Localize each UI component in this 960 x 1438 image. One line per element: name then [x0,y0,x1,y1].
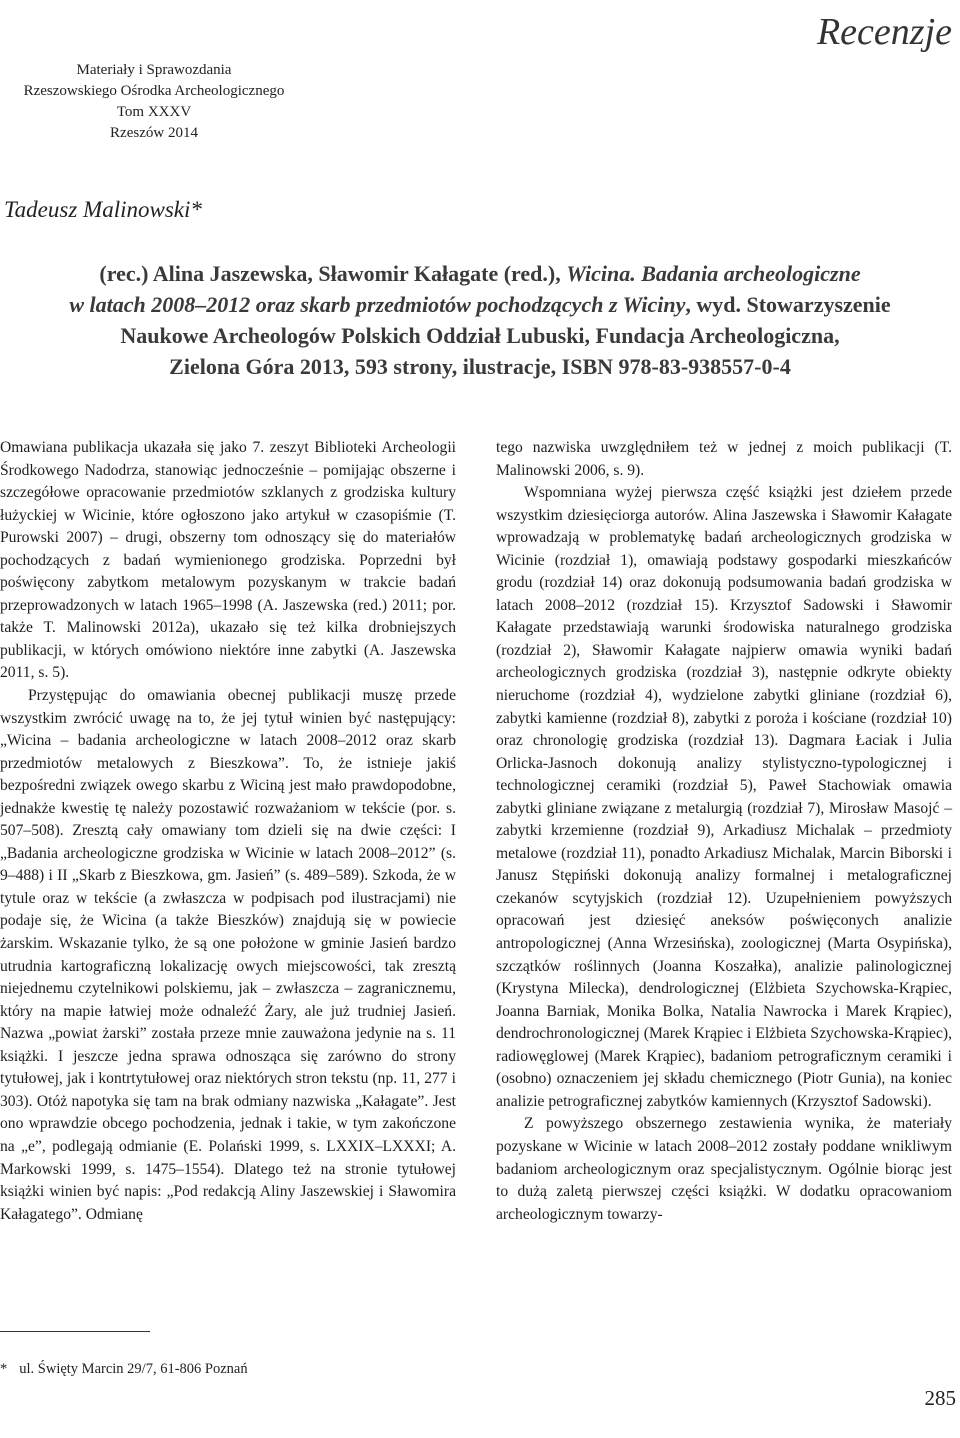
biblio-line-1 [0,258,960,289]
biblio-book-title-cont: w latach 2008–2012 oraz skarb przedmiotów pochodzących z Wiciny [69,292,686,317]
footnote-text: ul. Święty Marcin 29/7, 61-806 Poznań [19,1361,248,1377]
body-column-right [496,437,952,1226]
section-title: Recenzje [816,11,952,53]
footnote-rule [0,1331,150,1332]
journal-header [6,60,302,144]
biblio-line-4: Zielona Góra 2013, 593 strony, ilustracje, ISBN 978-83-938557-0-4 [169,354,791,379]
bibliographic-heading [0,258,960,382]
biblio-editors: (rec.) Alina Jaszewska, Sławomir Kałagate (red.), [99,261,567,286]
author-name: Tadeusz Malinowski* [4,197,202,222]
journal-line: Materiały i Sprawozdania [76,62,232,78]
biblio-publisher: , wyd. Stowarzyszenie [685,292,891,317]
footnote-mark: * [0,1361,8,1377]
paragraph: Omawiana publikacja ukazała się jako 7. zeszyt Biblioteki Archeologii Środkowego Nadodrza, stanowiąc jednocześnie – pomijając obszerne i szczegółowe opracowanie przedmiotów szklanych z grodziska kultury łużyckiej w Wicinie, które ogłoszono jako artykuł w czasopiśmie (T. Purowski 2007) – drugi, obszerny tom odnoszący się do materiałów pochodzących z badań wymienionego grodziska. Poprzedni był poświęcony zabytkom metalowym pozyskanym w trakcie badań przeprowadzonych w latach 1965–1998 (A. Jaszewska (red.) 2011; por. także T. Malinowski 2012a), ukazało się też kilka drobniejszych publikacji, w których omówiono niektóre inne zabytki (A. Jaszewska 2011, s. 5). [0,439,456,682]
body-column-left [0,437,456,1226]
paragraph: Przystępując do omawiania obecnej publikacji muszę przede wszystkim zwrócić uwagę na to, że jej tytuł winien być następujący: „Wicina – badania archeologiczne w latach 2008–2012 oraz skarb przedmiotów metalowych z Bieszkowa”. To, że istnieje jakiś bezpośredni związek owego skarbu z Wiciną jest mało prawdopodobne, jednakże kwestię tę należy pozostawić rozważaniom w tekście (por. s. 507–508). Zresztą cały omawiany tom dzieli się na dwie części: I „Badania archeologiczne grodziska w Wicinie w latach 2008–2012” (s. 9–488) i II „Skarb z Bieszkowa, gm. Jasień” (s. 489–589). Szkoda, że w tytule oraz w tekście (a zwłaszcza w podpisach pod ilustracjami) nie podaje się, że Wicina (a także Bieszków) znajdują się w powiecie żarskim. Wskazanie tylko, że są one położone w gminie Jasień bardzo utrudnia kartograficzną lokalizację owych miejscowości, tak zresztą niejednemu czytelnikowi polskiemu, jak – zwłaszcza – zagranicznemu, który na mapie łatwiej może odnaleźć Żary, ale już trudniej Jasień. Nazwa „powiat żarski” została przeze mnie zauważona jedynie na s. 11 książki. I jeszcze jedna sprawa odnosząca się zarówno do strony tytułowej, jak i kontrtytułowej oraz niektórych stron tekstu (np. 11, 277 i 303). Otóż napotyka się tam na brak odmiany nazwiska „Kałagate”. Jest ono wprawdzie obcego pochodzenia, jednak i takie, w tym zakończone na „e”, podlegają odmianie (E. Polański 1999, s. LXXIX–LXXXI; A. Markowski 1999, s. 1475–1554). Dlatego też na stronie tytułowej książki winien być napis: „Pod redakcją Aliny Jaszewskiej i Sławomira Kałagatego”. Odmianę [0,687,456,1223]
biblio-book-title: Wicina. Badania archeologiczne [566,261,861,286]
biblio-line-3: Naukowe Archeologów Polskich Oddział Lubuski, Fundacja Archeologiczna, [120,323,840,348]
footnote [0,1361,248,1378]
journal-line: Rzeszowskiego Ośrodka Archeologicznego [23,83,285,99]
page-number: 285 [924,1386,956,1410]
paragraph: Z powyższego obszernego zestawienia wynika, że materiały pozyskane w Wicinie w latach 2008–2012 zostały poddane wnikliwym badaniom archeologicznym oraz specjalistycznym. Ogólnie biorąc jest to dużą zaletą pierwszej części książki. W dodatku opracowaniom archeologicznym towarzy- [496,1115,952,1223]
journal-line: Rzeszów 2014 [110,125,198,141]
paragraph: Wspomniana wyżej pierwsza część książki jest dziełem przede wszystkim dziesięciorga autorów. Alina Jaszewska i Sławomir Kałagate wprowadzają w problematykę badań archeologicznych grodziska w Wicinie (rozdział 1), omawiają podstawy gospodarki mieszkańców grodu (rozdział 14) oraz dokonują podsumowania badań grodziska w latach 2008–2012 (rozdział 15). Krzysztof Sadowski i Sławomir Kałagate przedstawiają warunki środowiska naturalnego grodziska (rozdział 2), Sławomir Kałagate najpierw omawia wyniki badań archeologicznych grodziska (rozdział 3), następnie odkryte obiekty nieruchome (rozdział 4), wydzielone zabytki gliniane (rozdział 6), zabytki kamienne (rozdział 8), zabytki z poroża i kościane (rozdział 10) oraz chronologię grodziska (rozdział 13). Dagmara Łaciak i Julia Orlicka-Jasnoch dokonują analizy stylistyczno-typologicznej i technologicznej ceramiki (rozdział 5), Paweł Stachowiak omawia zabytki gliniane związane z metalurgią (rozdział 7), Mirosław Masojć – zabytki krzemienne (rozdział 9), Arkadiusz Michalak – przedmioty metalowe (rozdział 11), ponadto Arkadiusz Michalak, Marcin Biborski i Janusz Stępiński dokonują analizy formalnej i metalograficznej czekanów scytyjskich (rozdział 12). Uzupełnieniem powyższych opracowań jest dziesięć aneksów poświęconych analizie antropologicznej (Anna Wrzesińska), zoologicznej (Marta Osypińska), szczątków roślinnych (Joanna Koszałka), analizie palinologicznej (Krystyna Milecka), dendrologicznej (Elżbieta Szychowska-Krąpiec, Joanna Barniak, Monika Bolka, Natalia Nawrocka i Marek Krąpiec), dendrochronologicznej (Marek Krąpiec i Elżbieta Szychowska-Krąpiec), radiowęglowej (Marek Krąpiec), badaniom petrograficznym ceramiki i (osobno) oznaczeniem jej składu chemicznego (Piotr Gunia), na koniec analizie petrograficznej zabytków kamiennych (Krzysztof Sadowski). [496,484,952,1110]
biblio-line-2 [0,289,960,320]
journal-line: Tom XXXV [116,104,192,120]
paragraph: tego nazwiska uwzględniłem też w jednej z moich publikacji (T. Malinowski 2006, s. 9). [496,439,952,479]
